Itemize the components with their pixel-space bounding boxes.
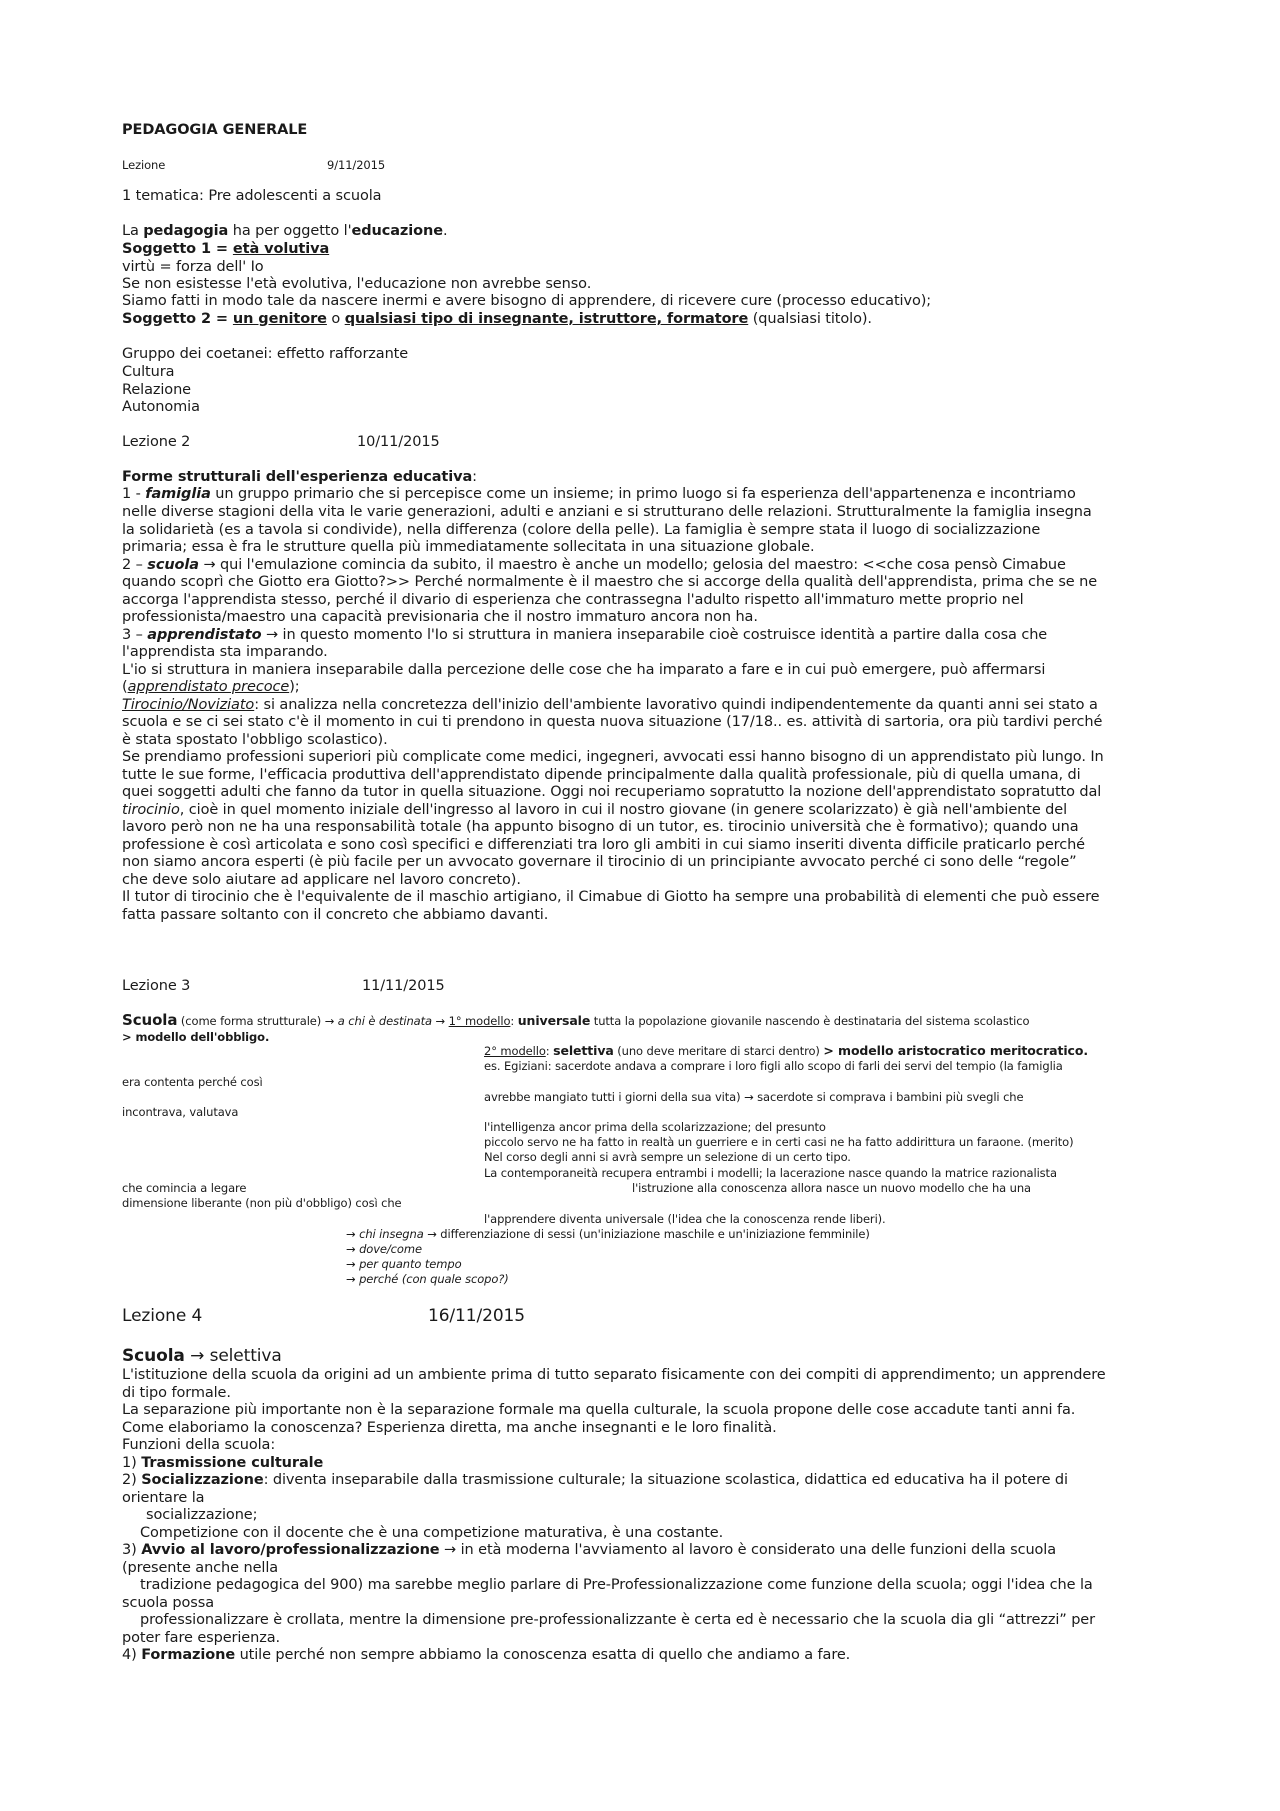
paragraph-line: incontrava, valutava: [122, 1105, 239, 1119]
paragraph-line: Funzioni della scuola:: [122, 1437, 276, 1453]
document-title: PEDAGOGIA GENERALE: [122, 122, 308, 138]
paragraph-line: scuola possa: [122, 1595, 214, 1611]
lesson-4-date: 16/11/2015: [428, 1306, 525, 1326]
list-item: 1) Trasmissione culturale: [122, 1455, 324, 1471]
paragraph-line: professione è così articolata e sono così specifici e differenziati tra loro gli ambiti in cui siamo inseriti diventa difficile praticarlo perché: [122, 837, 1086, 853]
lesson-1-label: Lezione: [122, 158, 166, 172]
paragraph-line: Se non esistesse l'età evolutiva, l'educazione non avrebbe senso.: [122, 276, 592, 292]
paragraph-line: (apprendistato precoce);: [122, 679, 300, 695]
list-item: 3) Avvio al lavoro/professionalizzazione → in età moderna l'avviamento al lavoro è considerato una delle funzioni della scuola: [122, 1542, 1057, 1558]
paragraph-line: quei soggetti adulti che fanno da tutor in quella situazione. Oggi noi recuperiamo sopratutto la nozione dell'apprendistato sopratutto dal: [122, 784, 1102, 800]
lesson-3-label: Lezione 3: [122, 978, 191, 994]
lesson-1-topic: 1 tematica: Pre adolescenti a scuola: [122, 188, 382, 204]
paragraph-line: di tipo formale.: [122, 1385, 231, 1401]
paragraph-line: tutte le sue forme, l'efficacia produttiva dell'apprendistato dipende principalmente dalla qualità professionale, più di quella umana, di: [122, 767, 1081, 783]
paragraph-line: nelle diverse stagioni della vita le varie generazioni, adulti e anziani e si strutturano delle relazioni. Strutturalmente la famiglia insegna: [122, 504, 1092, 520]
paragraph-line: professionalizzare è crollata, mentre la dimensione pre-professionalizzante è certa ed è necessario che la scuola dia gli “attrezzi” per: [140, 1612, 1095, 1628]
paragraph-line: che deve solo aiutare ad applicare nel lavoro concreto).: [122, 872, 521, 888]
list-item: Gruppo dei coetanei: effetto rafforzante: [122, 346, 409, 362]
lesson-1-date: 9/11/2015: [327, 158, 386, 172]
paragraph-line: La separazione più importante non è la separazione formale ma quella culturale, la scuola propone delle cose accadute tanti anni fa.: [122, 1402, 1076, 1418]
paragraph-line: orientare la: [122, 1490, 205, 1506]
paragraph-line: primaria; essa è fra le strutture quella più immediatamente sollecitata in una situazione globale.: [122, 539, 815, 555]
paragraph-line: l'istruzione alla conoscenza allora nasce un nuovo modello che ha una: [632, 1181, 1031, 1195]
question-item: → chi insegna → differenziazione di sessi (un'iniziazione maschile e un'iniziazione femminile): [346, 1227, 870, 1241]
list-item: Cultura: [122, 364, 175, 380]
paragraph-line: è stata spostato l'obbligo scolastico).: [122, 732, 388, 748]
paragraph-line: > modello dell'obbligo.: [122, 1030, 270, 1044]
paragraph-line: virtù = forza dell' Io: [122, 259, 264, 275]
paragraph-line: Soggetto 1 = età volutiva: [122, 241, 330, 257]
paragraph-line: Competizione con il docente che è una competizione maturativa, è una costante.: [140, 1525, 724, 1541]
paragraph-line: l'apprendista sta imparando.: [122, 644, 328, 660]
paragraph-line: Nel corso degli anni si avrà sempre un selezione di un certo tipo.: [484, 1150, 851, 1164]
paragraph-line: accorga l'apprendista stesso, perché il divario di esperienza che contrassegna l'adulto rispetto all'immaturo mette proprio nel: [122, 592, 1024, 608]
lesson-2-date: 10/11/2015: [357, 434, 440, 450]
paragraph-line: Come elaboriamo la conoscenza? Esperienza diretta, ma anche insegnanti e le loro finalità.: [122, 1420, 777, 1436]
paragraph-line: scuola e se ci sei stato c'è il momento in cui ti prendono in questa nuova situazione (17/18.. es. attività di sartoria, ora più tardivi perché: [122, 714, 1103, 730]
paragraph-line: La contemporaneità recupera entrambi i modelli; la lacerazione nasce quando la matrice razionalista: [484, 1166, 1057, 1180]
paragraph-line: Tirocinio/Noviziato: si analizza nella concretezza dell'inizio dell'ambiente lavorativo quindi indipendentemente da quanti anni sei stato a: [122, 697, 1098, 713]
paragraph-line: tirocinio, cioè in quel momento iniziale dell'ingresso al lavoro in cui il nostro giovane (in genere scolarizzato) è già nell'ambiente del: [122, 802, 1068, 818]
lesson-3-date: 11/11/2015: [362, 978, 445, 994]
paragraph-line: la solidarietà (es a tavola si condivide), nella differenza (colore della pelle). La famiglia è sempre stata il luogo di socializzazione: [122, 522, 1041, 538]
paragraph-line: Il tutor di tirocinio che è l'equivalente de il maschio artigiano, il Cimabue di Giotto ha sempre una probabilità di elementi che può essere: [122, 889, 1100, 905]
paragraph-line: non siamo ancora esperti (è più facile per un avvocato governare il tirocinio di un principiante avvocato perché ci sono delle “regole”: [122, 854, 1077, 870]
paragraph-line: L'io si struttura in maniera inseparabile dalla percezione delle cose che ha imparato a fare e in cui può emergere, può affermarsi: [122, 662, 1046, 678]
paragraph-line: socializzazione;: [146, 1507, 258, 1523]
paragraph-line: l'intelligenza ancor prima della scolarizzazione; del presunto: [484, 1120, 826, 1134]
paragraph-line: L'istituzione della scuola da origini ad un ambiente prima di tutto separato fisicamente con dei compiti di apprendimento; un apprendere: [122, 1367, 1106, 1383]
list-item: Relazione: [122, 382, 191, 398]
paragraph-line: professionista/maestro una capacità previsionaria che il nostro immaturo ancora non ha.: [122, 609, 758, 625]
lesson-2-label: Lezione 2: [122, 434, 191, 450]
paragraph-line: (presente anche nella: [122, 1560, 279, 1576]
question-item: → perché (con quale scopo?): [346, 1272, 509, 1286]
paragraph-line: Siamo fatti in modo tale da nascere inermi e avere bisogno di apprendere, di ricevere cure (processo educativo);: [122, 293, 932, 309]
section-heading: Scuola → selettiva: [122, 1346, 282, 1366]
paragraph-line: 3 – apprendistato → in questo momento l'Io si struttura in maniera inseparabile cioè costruisce identità a partire dalla cosa che: [122, 627, 1048, 643]
paragraph-line: Soggetto 2 = un genitore o qualsiasi tipo di insegnante, istruttore, formatore (qualsiasi titolo).: [122, 311, 872, 327]
paragraph-line: 2 – scuola → qui l'emulazione comincia da subito, il maestro è anche un modello; gelosia del maestro: <<che cosa pensò Cimabue: [122, 557, 1066, 573]
paragraph-line: es. Egiziani: sacerdote andava a comprare i loro figli allo scopo di farli dei servi del tempio (la famiglia: [484, 1059, 1063, 1073]
paragraph-line: 1 - famiglia un gruppo primario che si percepisce come un insieme; in primo luogo si fa esperienza dell'appartenenza e incontriamo: [122, 486, 1076, 502]
question-item: → dove/come: [346, 1242, 422, 1256]
lesson-4-label: Lezione 4: [122, 1306, 203, 1326]
paragraph-line: Se prendiamo professioni superiori più complicate come medici, ingegneri, avvocati essi hanno bisogno di un apprendistato più lungo. In: [122, 749, 1104, 765]
paragraph-line: poter fare esperienza.: [122, 1630, 281, 1646]
paragraph-line: che comincia a legare: [122, 1181, 247, 1195]
paragraph-line: l'apprendere diventa universale (l'idea che la conoscenza rende liberi).: [484, 1212, 886, 1226]
list-item: 4) Formazione utile perché non sempre abbiamo la conoscenza esatta di quello che andiamo a fare.: [122, 1647, 851, 1663]
paragraph-line: tradizione pedagogica del 900) ma sarebbe meglio parlare di Pre-Professionalizzazione come funzione della scuola; oggi l'idea che la: [140, 1577, 1093, 1593]
paragraph-line: La pedagogia ha per oggetto l'educazione.: [122, 223, 448, 239]
paragraph-line: piccolo servo ne ha fatto in realtà un guerriere e in certi casi ne ha fatto addirittura un faraone. (merito): [484, 1135, 1074, 1149]
question-item: → per quanto tempo: [346, 1257, 462, 1271]
paragraph-line: lavoro però non ne ha una responsabilità totale (ha appunto bisogno di un tutor, es. tirocinio università che è formativo); quando una: [122, 819, 1079, 835]
paragraph-line: 2° modello: selettiva (uno deve meritare di starci dentro) > modello aristocratico meritocratico.: [484, 1043, 1088, 1058]
paragraph-line: quando scoprì che Giotto era Giotto?>> Perché normalmente è il maestro che si accorge della qualità dell'apprendista, prima che se ne: [122, 574, 1098, 590]
paragraph-line: fatta passare soltanto con il concreto che abbiamo davanti.: [122, 907, 549, 923]
paragraph-line: Scuola (come forma strutturale) → a chi è destinata → 1° modello: universale tutta la popolazione giovanile nascendo è destinataria del sistema scolastico: [122, 1011, 1030, 1029]
paragraph-line: era contenta perché così: [122, 1075, 263, 1089]
paragraph-line: dimensione liberante (non più d'obbligo) così che: [122, 1196, 402, 1210]
paragraph-line: avrebbe mangiato tutti i giorni della sua vita) → sacerdote si comprava i bambini più svegli che: [484, 1090, 1024, 1104]
list-item: 2) Socializzazione: diventa inseparabile dalla trasmissione culturale; la situazione scolastica, didattica ed educativa ha il potere di: [122, 1472, 1068, 1488]
list-item: Autonomia: [122, 399, 200, 415]
section-heading: Forme strutturali dell'esperienza educativa:: [122, 469, 477, 485]
